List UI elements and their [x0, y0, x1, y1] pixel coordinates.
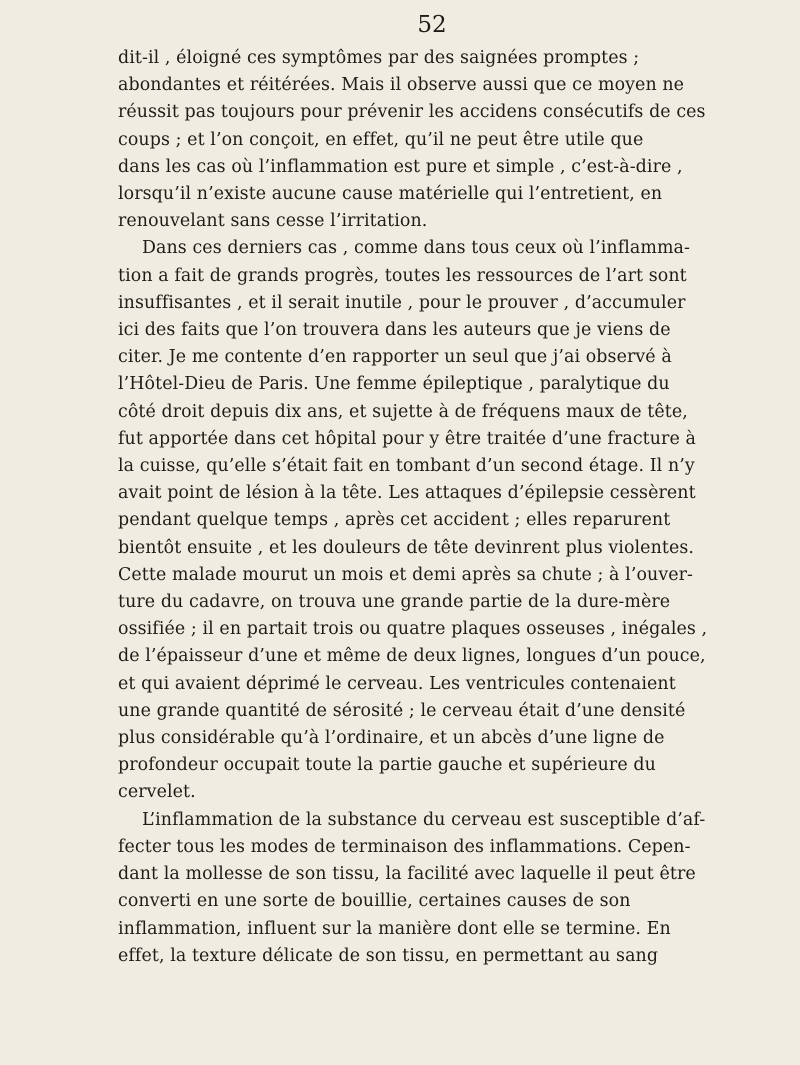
text-line-5: dans les cas où l’inflammation est pure et simple , c’est-à-dire ,: [118, 156, 683, 177]
text-line-9: tion a fait de grands progrès, toutes les ressources de l’art sont: [118, 265, 687, 286]
text-line-20: Cette malade mourut un mois et demi après sa chute ; à l’ouver-: [118, 564, 694, 585]
text-line-25: une grande quantité de sérosité ; le cerveau était d’une densité: [118, 700, 686, 721]
text-line-19: bientôt ensuite , et les douleurs de tête devinrent plus violentes.: [118, 537, 695, 558]
page-number: 52: [417, 12, 447, 38]
text-line-32: converti en une sorte de bouillie, certaines causes de son: [118, 891, 631, 912]
text-line-33: inflammation, influent sur la manière dont elle se termine. En: [118, 918, 671, 939]
text-line-29: L’inflammation de la substance du cerveau est susceptible d’af-: [142, 809, 706, 830]
text-line-15: fut apportée dans cet hôpital pour y être traitée d’une fracture à: [118, 428, 696, 449]
text-line-2: abondantes et réitérées. Mais il observe aussi que ce moyen ne: [118, 75, 685, 96]
text-line-11: ici des faits que l’on trouvera dans les auteurs que je viens de: [118, 320, 671, 341]
text-line-23: de l’épaisseur d’une et même de deux lignes, longues d’un pouce,: [118, 646, 706, 667]
text-line-13: l’Hôtel-Dieu de Paris. Une femme épileptique , paralytique du: [118, 374, 670, 395]
text-line-7: renouvelant sans cesse l’irritation.: [118, 211, 428, 232]
text-line-17: avait point de lésion à la tête. Les attaques d’épilepsie cessèrent: [118, 483, 696, 504]
text-line-24: et qui avaient déprimé le cerveau. Les ventricules contenaient: [118, 673, 676, 694]
text-line-31: dant la mollesse de son tissu, la facilité avec laquelle il peut être: [118, 864, 696, 885]
text-line-14: côté droit depuis dix ans, et sujette à de fréquens maux de tête,: [118, 401, 688, 422]
text-line-30: fecter tous les modes de terminaison des inflammations. Cepen-: [118, 836, 691, 857]
text-line-8: Dans ces derniers cas , comme dans tous ceux où l’inflamma-: [142, 238, 691, 259]
text-line-1: dit-il , éloigné ces symptômes par des saignées promptes ;: [118, 48, 640, 68]
text-line-16: la cuisse, qu’elle s’était fait en tombant d’un second étage. Il n’y: [118, 456, 695, 477]
page-text: [118, 45, 736, 970]
text-line-34: effet, la texture délicate de son tissu, en permettant au sang: [118, 945, 659, 966]
text-line-4: coups ; et l’on conçoit, en effet, qu’il ne peut être utile que: [118, 129, 644, 150]
text-line-10: insuffisantes , et il serait inutile , pour le prouver , d’accumuler: [118, 292, 686, 313]
text-line-6: lorsqu’il n’existe aucune cause matérielle qui l’entretient, en: [118, 184, 663, 205]
text-line-26: plus considérable qu’à l’ordinaire, et un abcès d’une ligne de: [118, 728, 665, 749]
text-line-21: ture du cadavre, on trouva une grande partie de la dure-mère: [118, 592, 671, 613]
text-line-28: cervelet.: [118, 782, 196, 803]
text-line-12: citer. Je me contente d’en rapporter un seul que j’ai observé à: [118, 347, 672, 368]
text-line-22: ossifiée ; il en partait trois ou quatre plaques osseuses , inégales ,: [118, 619, 708, 640]
text-line-27: profondeur occupait toute la partie gauche et supérieure du: [118, 755, 656, 776]
text-line-18: pendant quelque temps , après cet accident ; elles reparurent: [118, 510, 671, 531]
text-line-3: réussit pas toujours pour prévenir les accidens consécutifs de ces: [118, 102, 706, 123]
